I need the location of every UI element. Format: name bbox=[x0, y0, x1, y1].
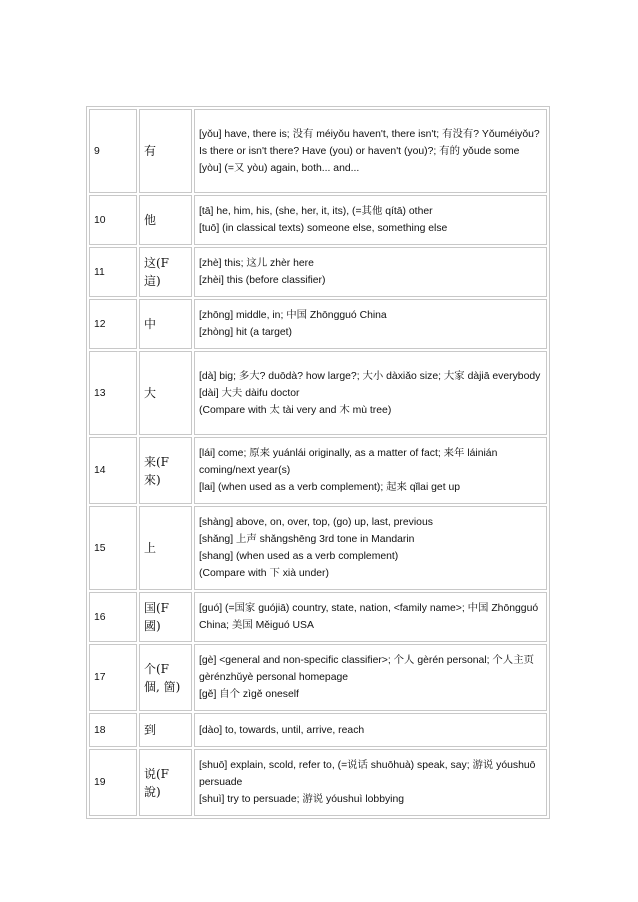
entry-definition bbox=[194, 506, 547, 590]
entry-character: 国(F 國) bbox=[139, 592, 192, 642]
table-row bbox=[89, 713, 547, 747]
table-row bbox=[89, 299, 547, 349]
entry-number: 19 bbox=[89, 749, 137, 816]
definition-line: [tā] he, him, his, (she, her, it, its), (=其他 qítā) other bbox=[199, 206, 433, 217]
entry-number: 17 bbox=[89, 644, 137, 711]
definition-line: [dào] to, towards, until, arrive, reach bbox=[199, 724, 365, 736]
entry-character: 个(F 個, 箇) bbox=[139, 644, 192, 711]
entry-definition bbox=[194, 437, 547, 504]
entry-number: 18 bbox=[89, 713, 137, 747]
entry-character: 上 bbox=[139, 506, 192, 590]
definition-line: [tuō] (in classical texts) someone else, something else bbox=[199, 223, 448, 234]
entry-definition bbox=[194, 749, 547, 816]
entry-definition bbox=[194, 351, 547, 435]
table-row bbox=[89, 351, 547, 435]
entry-number: 11 bbox=[89, 247, 137, 297]
definition-line: [lái] come; 原来 yuánlái originally, as a matter of fact; 来年 láinián coming/next year(s) bbox=[199, 448, 498, 476]
entry-number: 14 bbox=[89, 437, 137, 504]
table-row bbox=[89, 437, 547, 504]
definition-line: [yǒu] have, there is; 没有 méiyǒu haven't, there isn't; 有没有? Yǒuméiyǒu? Is there or isn't there? Have (you) or haven't (you)?; 有的 yǒude some bbox=[199, 128, 540, 157]
entry-character: 说(F 說) bbox=[139, 749, 192, 816]
vocabulary-table bbox=[86, 106, 550, 819]
entry-number: 10 bbox=[89, 195, 137, 245]
entry-definition bbox=[194, 299, 547, 349]
definition-line: [gě] 自个 zìgě oneself bbox=[199, 689, 299, 700]
entry-definition bbox=[194, 195, 547, 245]
definition-line: [zhōng] middle, in; 中国 Zhōngguó China bbox=[199, 310, 387, 321]
entry-definition bbox=[194, 109, 547, 193]
definition-line: [guó] (=国家 guójiā) country, state, nation, <family name>; 中国 Zhōngguó China; 美国 Měiguó USA bbox=[199, 603, 539, 631]
entry-character: 来(F 來) bbox=[139, 437, 192, 504]
definition-line: [shuō] explain, scold, refer to, (=说话 shuōhuà) speak, say; 游说 yóushuō persuade bbox=[199, 760, 536, 788]
entry-character: 这(F 這) bbox=[139, 247, 192, 297]
vocabulary-table-body bbox=[89, 109, 547, 816]
definition-line: [shàng] above, on, over, top, (go) up, last, previous bbox=[199, 517, 433, 528]
table-row bbox=[89, 749, 547, 816]
definition-line: [lai] (when used as a verb complement); 起来 qǐlai get up bbox=[199, 482, 461, 493]
definition-line: (Compare with 太 tài very and 木 mù tree) bbox=[199, 404, 392, 416]
definition-line: [shang] (when used as a verb complement) bbox=[199, 551, 399, 562]
definition-line: [zhèi] this (before classifier) bbox=[199, 275, 326, 286]
table-row bbox=[89, 109, 547, 193]
entry-number: 13 bbox=[89, 351, 137, 435]
table-row bbox=[89, 592, 547, 642]
entry-definition bbox=[194, 713, 547, 747]
definition-line: [zhòng] hit (a target) bbox=[199, 327, 292, 338]
definition-line: [zhè] this; 这儿 zhèr here bbox=[199, 258, 314, 269]
entry-character: 中 bbox=[139, 299, 192, 349]
entry-definition bbox=[194, 592, 547, 642]
entry-character: 大 bbox=[139, 351, 192, 435]
entry-number: 15 bbox=[89, 506, 137, 590]
table-row bbox=[89, 195, 547, 245]
definition-line: [dà] big; 多大? duōdà? how large?; 大小 dàxiǎo size; 大家 dàjiā everybody bbox=[199, 370, 541, 382]
entry-number: 12 bbox=[89, 299, 137, 349]
table-row bbox=[89, 247, 547, 297]
entry-character: 他 bbox=[139, 195, 192, 245]
entry-definition bbox=[194, 644, 547, 711]
entry-character: 到 bbox=[139, 713, 192, 747]
entry-definition bbox=[194, 247, 547, 297]
definition-line: [shuì] try to persuade; 游说 yóushuì lobbying bbox=[199, 794, 405, 805]
table-row bbox=[89, 506, 547, 590]
definition-line: [gè] <general and non-specific classifier>; 个人 gèrén personal; 个人主页 gèrénzhǔyè personal homepage bbox=[199, 655, 534, 683]
table-row bbox=[89, 644, 547, 711]
entry-number: 16 bbox=[89, 592, 137, 642]
definition-line: [yòu] (=又 yòu) again, both... and... bbox=[199, 162, 360, 174]
entry-character: 有 bbox=[139, 109, 192, 193]
definition-line: [shǎng] 上声 shǎngshēng 3rd tone in Mandarin bbox=[199, 534, 415, 545]
definition-line: (Compare with 下 xià under) bbox=[199, 568, 329, 579]
entry-number: 9 bbox=[89, 109, 137, 193]
definition-line: [dài] 大夫 dàifu doctor bbox=[199, 387, 300, 399]
